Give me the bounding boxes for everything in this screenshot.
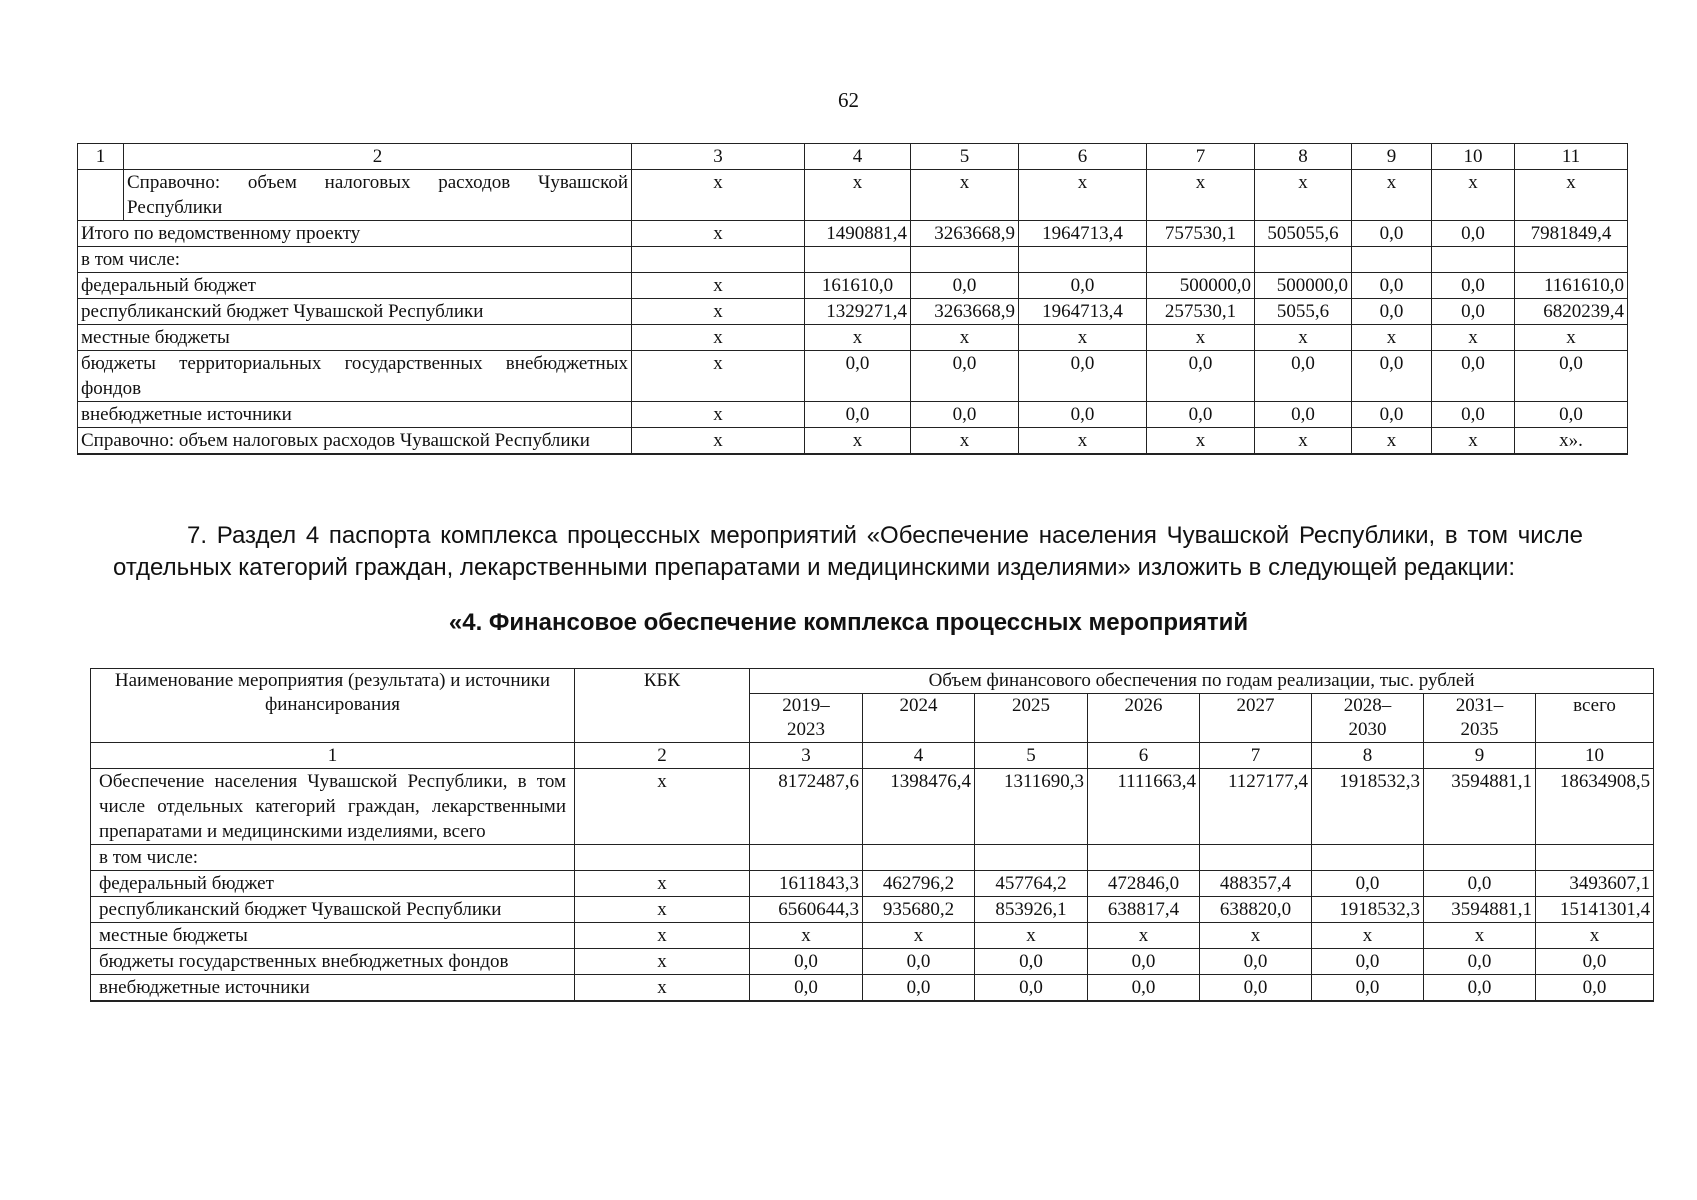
col-num-2: 2 bbox=[124, 144, 632, 170]
col-num: 6 bbox=[1088, 743, 1200, 769]
cell: x bbox=[1536, 923, 1654, 949]
cell: 0,0 bbox=[863, 975, 975, 1002]
cell: 0,0 bbox=[1432, 299, 1515, 325]
cell: 0,0 bbox=[863, 949, 975, 975]
cell: 257530,1 bbox=[1147, 299, 1255, 325]
cell bbox=[750, 845, 863, 871]
cell: 0,0 bbox=[1536, 975, 1654, 1002]
col-num-3: 3 bbox=[632, 144, 805, 170]
table-row bbox=[78, 273, 1628, 299]
row-label: республиканский бюджет Чувашской Республики bbox=[78, 299, 632, 325]
kbk-cell: x bbox=[575, 949, 750, 975]
cell: x bbox=[805, 428, 911, 455]
table-row bbox=[91, 949, 1654, 975]
table-row bbox=[78, 299, 1628, 325]
cell: 853926,1 bbox=[975, 897, 1088, 923]
cell: 0,0 bbox=[1255, 351, 1352, 402]
year-header: 2024 bbox=[863, 694, 975, 743]
year-header: всего bbox=[1536, 694, 1654, 743]
cell: 0,0 bbox=[975, 975, 1088, 1002]
cell: 0,0 bbox=[1312, 949, 1424, 975]
cell: x bbox=[632, 325, 805, 351]
cell: 0,0 bbox=[1432, 273, 1515, 299]
table-row bbox=[91, 923, 1654, 949]
cell: 0,0 bbox=[1432, 351, 1515, 402]
cell: 0,0 bbox=[1352, 221, 1432, 247]
cell: 462796,2 bbox=[863, 871, 975, 897]
cell: x bbox=[632, 299, 805, 325]
cell: x bbox=[1515, 325, 1628, 351]
cell: 0,0 bbox=[1536, 949, 1654, 975]
kbk-cell: x bbox=[575, 769, 750, 845]
col-num-8: 8 bbox=[1255, 144, 1352, 170]
cell: 505055,6 bbox=[1255, 221, 1352, 247]
cell: 1964713,4 bbox=[1019, 299, 1147, 325]
cell bbox=[1424, 845, 1536, 871]
cell bbox=[805, 247, 911, 273]
col-num: 2 bbox=[575, 743, 750, 769]
cell: 1964713,4 bbox=[1019, 221, 1147, 247]
col-num-6: 6 bbox=[1019, 144, 1147, 170]
section-title: «4. Финансовое обеспечение комплекса процессных мероприятий bbox=[448, 609, 1249, 636]
year-header: 2027 bbox=[1200, 694, 1312, 743]
cell: 0,0 bbox=[1019, 351, 1147, 402]
cell: 1611843,3 bbox=[750, 871, 863, 897]
page-number: 62 bbox=[838, 88, 859, 112]
cell: 0,0 bbox=[1019, 402, 1147, 428]
cell bbox=[1515, 247, 1628, 273]
cell: x bbox=[1352, 325, 1432, 351]
cell bbox=[632, 247, 805, 273]
col-num-11: 11 bbox=[1515, 144, 1628, 170]
cell: x bbox=[1352, 170, 1432, 221]
row-label: Справочно: объем налоговых расходов Чувашской Республики bbox=[78, 428, 632, 455]
kbk-cell: x bbox=[575, 923, 750, 949]
cell: x bbox=[1255, 325, 1352, 351]
cell: 0,0 bbox=[1255, 402, 1352, 428]
kbk-cell: x bbox=[575, 871, 750, 897]
cell: 757530,1 bbox=[1147, 221, 1255, 247]
cell bbox=[1200, 845, 1312, 871]
cell: 638817,4 bbox=[1088, 897, 1200, 923]
cell: 0,0 bbox=[805, 351, 911, 402]
cell: x bbox=[911, 325, 1019, 351]
cell bbox=[975, 845, 1088, 871]
table-row bbox=[78, 428, 1628, 455]
table-row bbox=[78, 325, 1628, 351]
col-num-5: 5 bbox=[911, 144, 1019, 170]
cell: x bbox=[632, 273, 805, 299]
col-num: 10 bbox=[1536, 743, 1654, 769]
row-label: республиканский бюджет Чувашской Республики bbox=[91, 897, 575, 923]
cell: x bbox=[750, 923, 863, 949]
cell: 0,0 bbox=[1312, 871, 1424, 897]
cell: x bbox=[805, 170, 911, 221]
cell: 0,0 bbox=[1515, 402, 1628, 428]
cell: 638820,0 bbox=[1200, 897, 1312, 923]
col-header-volume: Объем финансового обеспечения по годам реализации, тыс. рублей bbox=[750, 669, 1654, 694]
cell: 6560644,3 bbox=[750, 897, 863, 923]
table-row bbox=[78, 402, 1628, 428]
cell bbox=[1432, 247, 1515, 273]
cell: x bbox=[632, 351, 805, 402]
col-header-kbk: КБК bbox=[575, 669, 750, 743]
cell: 0,0 bbox=[1088, 949, 1200, 975]
cell: 0,0 bbox=[911, 402, 1019, 428]
cell: x bbox=[911, 170, 1019, 221]
cell: 1918532,3 bbox=[1312, 897, 1424, 923]
kbk-cell: x bbox=[575, 975, 750, 1002]
cell: x bbox=[1147, 170, 1255, 221]
col-num: 7 bbox=[1200, 743, 1312, 769]
row-label: Справочно: объем налоговых расходов Чувашской Республики bbox=[124, 170, 632, 221]
cell: 0,0 bbox=[1200, 949, 1312, 975]
cell: 3263668,9 bbox=[911, 221, 1019, 247]
row-label: бюджеты территориальных государственных внебюджетных фондов bbox=[78, 351, 632, 402]
cell: x bbox=[1200, 923, 1312, 949]
cell: 488357,4 bbox=[1200, 871, 1312, 897]
cell: 457764,2 bbox=[975, 871, 1088, 897]
cell bbox=[1255, 247, 1352, 273]
row-label: в том числе: bbox=[78, 247, 632, 273]
cell: 472846,0 bbox=[1088, 871, 1200, 897]
col-num: 8 bbox=[1312, 743, 1424, 769]
cell: x bbox=[632, 428, 805, 455]
cell: 0,0 bbox=[975, 949, 1088, 975]
cell: x bbox=[1432, 170, 1515, 221]
col-num-1: 1 bbox=[78, 144, 124, 170]
row-label: Итого по ведомственному проекту bbox=[78, 221, 632, 247]
col-num-4: 4 bbox=[805, 144, 911, 170]
table-row bbox=[78, 247, 1628, 273]
cell bbox=[1088, 845, 1200, 871]
cell bbox=[1536, 845, 1654, 871]
cell: x bbox=[911, 428, 1019, 455]
cell: 500000,0 bbox=[1255, 273, 1352, 299]
column-number-row bbox=[78, 144, 1628, 170]
cell: 6820239,4 bbox=[1515, 299, 1628, 325]
row-label: бюджеты государственных внебюджетных фондов bbox=[91, 949, 575, 975]
table-row bbox=[78, 351, 1628, 402]
cell bbox=[1352, 247, 1432, 273]
cell: 0,0 bbox=[1352, 273, 1432, 299]
cell: x bbox=[1255, 428, 1352, 455]
cell: 7981849,4 bbox=[1515, 221, 1628, 247]
year-header: 2028–2030 bbox=[1312, 694, 1424, 743]
cell: x bbox=[1019, 170, 1147, 221]
cell: x bbox=[1088, 923, 1200, 949]
kbk-cell: x bbox=[575, 897, 750, 923]
cell: 0,0 bbox=[1352, 351, 1432, 402]
cell: 0,0 bbox=[1424, 949, 1536, 975]
row-label: федеральный бюджет bbox=[78, 273, 632, 299]
cell: x bbox=[1312, 923, 1424, 949]
cell: 3594881,1 bbox=[1424, 897, 1536, 923]
row-label: местные бюджеты bbox=[91, 923, 575, 949]
cell: 0,0 bbox=[750, 975, 863, 1002]
table-row bbox=[78, 170, 1628, 221]
year-header: 2031–2035 bbox=[1424, 694, 1536, 743]
col-header-name: Наименование мероприятия (результата) и источники финансирования bbox=[91, 669, 575, 743]
cell: x». bbox=[1515, 428, 1628, 455]
col-num-7: 7 bbox=[1147, 144, 1255, 170]
cell: 161610,0 bbox=[805, 273, 911, 299]
cell: 18634908,5 bbox=[1536, 769, 1654, 845]
cell: 0,0 bbox=[1312, 975, 1424, 1002]
cell: 0,0 bbox=[1352, 402, 1432, 428]
cell: x bbox=[1432, 325, 1515, 351]
cell: 0,0 bbox=[1515, 351, 1628, 402]
cell: x bbox=[632, 170, 805, 221]
cell bbox=[911, 247, 1019, 273]
cell: 0,0 bbox=[750, 949, 863, 975]
continued-finance-table bbox=[77, 143, 1628, 455]
cell: 1127177,4 bbox=[1200, 769, 1312, 845]
cell: 5055,6 bbox=[1255, 299, 1352, 325]
row-label: внебюджетные источники bbox=[91, 975, 575, 1002]
cell: x bbox=[1432, 428, 1515, 455]
kbk-cell bbox=[575, 845, 750, 871]
cell: 0,0 bbox=[805, 402, 911, 428]
cell: 0,0 bbox=[1424, 975, 1536, 1002]
cell: 0,0 bbox=[911, 273, 1019, 299]
cell: 8172487,6 bbox=[750, 769, 863, 845]
row-label: внебюджетные источники bbox=[78, 402, 632, 428]
cell: x bbox=[1424, 923, 1536, 949]
cell: x bbox=[863, 923, 975, 949]
cell: 3594881,1 bbox=[1424, 769, 1536, 845]
cell bbox=[1147, 247, 1255, 273]
table-row bbox=[91, 871, 1654, 897]
cell: x bbox=[975, 923, 1088, 949]
row-label: местные бюджеты bbox=[78, 325, 632, 351]
cell: 0,0 bbox=[1432, 402, 1515, 428]
table-row bbox=[78, 221, 1628, 247]
cell: 3263668,9 bbox=[911, 299, 1019, 325]
cell: 15141301,4 bbox=[1536, 897, 1654, 923]
cell: 1918532,3 bbox=[1312, 769, 1424, 845]
cell: x bbox=[632, 402, 805, 428]
table-row bbox=[91, 769, 1654, 845]
cell: x bbox=[1515, 170, 1628, 221]
cell: x bbox=[1019, 428, 1147, 455]
cell: x bbox=[1147, 325, 1255, 351]
cell: 0,0 bbox=[1088, 975, 1200, 1002]
year-header: 2025 bbox=[975, 694, 1088, 743]
cell: 1329271,4 bbox=[805, 299, 911, 325]
row-label: в том числе: bbox=[91, 845, 575, 871]
col-num: 1 bbox=[91, 743, 575, 769]
cell: 0,0 bbox=[1352, 299, 1432, 325]
year-header: 2026 bbox=[1088, 694, 1200, 743]
cell bbox=[863, 845, 975, 871]
col-num: 5 bbox=[975, 743, 1088, 769]
finance-table bbox=[90, 668, 1654, 1002]
cell: 1398476,4 bbox=[863, 769, 975, 845]
cell: 0,0 bbox=[911, 351, 1019, 402]
cell: x bbox=[1255, 170, 1352, 221]
cell bbox=[1312, 845, 1424, 871]
column-number-row bbox=[91, 743, 1654, 769]
cell: 3493607,1 bbox=[1536, 871, 1654, 897]
cell: 1111663,4 bbox=[1088, 769, 1200, 845]
amendment-paragraph: 7. Раздел 4 паспорта комплекса процессных мероприятий «Обеспечение населения Чувашской Республики, в том числе отдельных категорий граждан, лекарственными препаратами и медицинскими изделиями» изложить в следующей редакции: bbox=[113, 522, 1583, 581]
table-row bbox=[91, 845, 1654, 871]
cell: 0,0 bbox=[1147, 351, 1255, 402]
table-row bbox=[91, 975, 1654, 1002]
col-num: 9 bbox=[1424, 743, 1536, 769]
cell: x bbox=[1147, 428, 1255, 455]
cell: x bbox=[1352, 428, 1432, 455]
cell: 0,0 bbox=[1200, 975, 1312, 1002]
cell: 1161610,0 bbox=[1515, 273, 1628, 299]
col-num: 3 bbox=[750, 743, 863, 769]
table-row bbox=[91, 897, 1654, 923]
header-row bbox=[91, 669, 1654, 694]
row-label: федеральный бюджет bbox=[91, 871, 575, 897]
year-header: 2019–2023 bbox=[750, 694, 863, 743]
cell: 1490881,4 bbox=[805, 221, 911, 247]
cell: x bbox=[632, 221, 805, 247]
cell: 1311690,3 bbox=[975, 769, 1088, 845]
cell: x bbox=[805, 325, 911, 351]
cell: 0,0 bbox=[1019, 273, 1147, 299]
row-label: Обеспечение населения Чувашской Республики, в том числе отдельных категорий граждан, лекарственными препаратами и медицинскими изделиями, всего bbox=[91, 769, 575, 845]
cell bbox=[1019, 247, 1147, 273]
empty-cell bbox=[78, 170, 124, 221]
cell: 0,0 bbox=[1147, 402, 1255, 428]
cell: 0,0 bbox=[1424, 871, 1536, 897]
cell: 0,0 bbox=[1432, 221, 1515, 247]
col-num: 4 bbox=[863, 743, 975, 769]
col-num-9: 9 bbox=[1352, 144, 1432, 170]
cell: 935680,2 bbox=[863, 897, 975, 923]
cell: 500000,0 bbox=[1147, 273, 1255, 299]
col-num-10: 10 bbox=[1432, 144, 1515, 170]
cell: x bbox=[1019, 325, 1147, 351]
